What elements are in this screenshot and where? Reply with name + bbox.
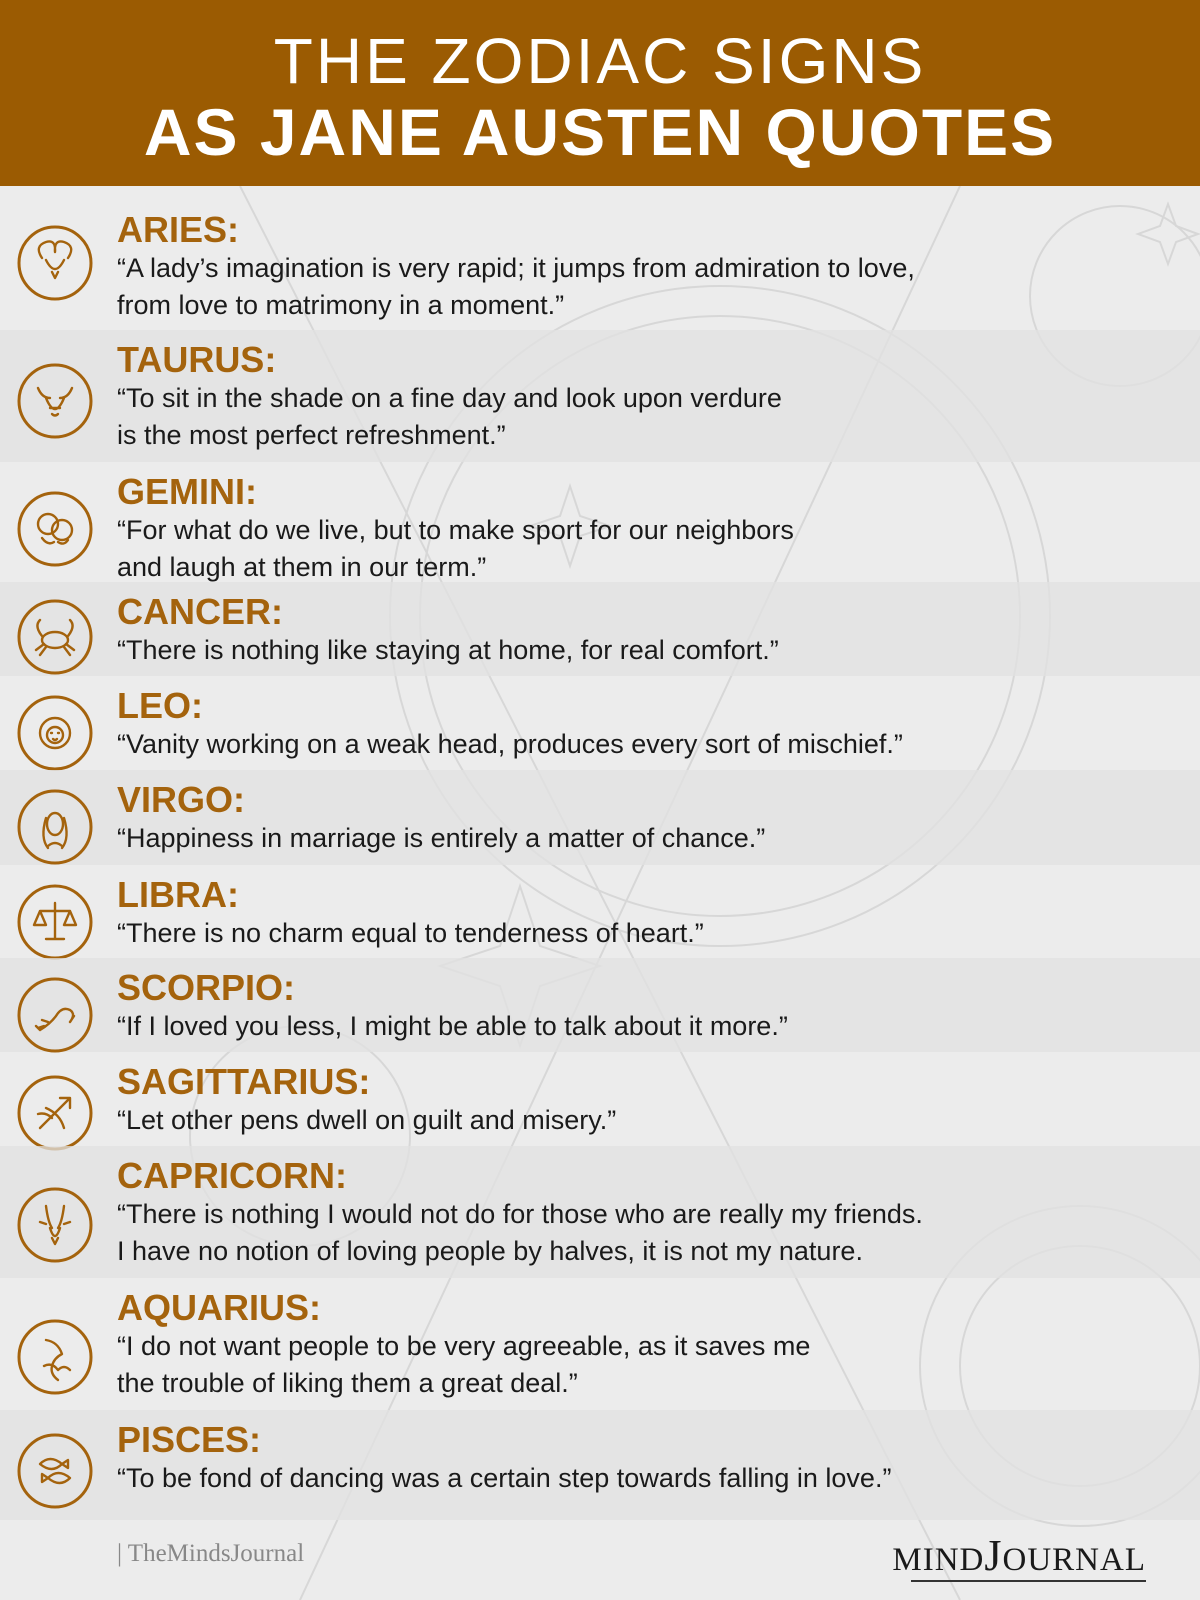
header-banner [0, 0, 1200, 186]
zodiac-row-capricorn [0, 1146, 1200, 1278]
sign-name: CAPRICORN: [117, 1155, 347, 1196]
sign-name: SAGITTARIUS: [117, 1061, 371, 1102]
scorpion-icon [16, 976, 94, 1054]
fish-icon [16, 1432, 94, 1510]
logo-text-mind: MIND [892, 1542, 985, 1578]
sign-name: VIRGO: [117, 779, 246, 820]
scales-icon [16, 883, 94, 961]
title-line-1: THE ZODIAC SIGNS [273, 25, 927, 97]
sign-quote: “Let other pens dwell on guilt and misery.” [117, 1105, 617, 1135]
footer-logo [892, 1530, 1146, 1581]
sign-name: TAURUS: [117, 339, 277, 380]
ram-icon [16, 224, 94, 302]
lion-icon [16, 694, 94, 772]
zodiac-row-libra [0, 865, 1200, 958]
sign-quote: “Vanity working on a weak head, produces every sort of mischief.” [117, 729, 903, 759]
twins-icon [16, 490, 94, 568]
zodiac-row-pisces [0, 1410, 1200, 1520]
footer-logo-underline [911, 1580, 1146, 1582]
sign-name: ARIES: [117, 209, 240, 250]
footer-website-credit: | TheMindsJournal [117, 1540, 305, 1567]
zodiac-row-gemini [0, 462, 1200, 582]
zodiac-row-scorpio [0, 958, 1200, 1052]
sign-name: LEO: [117, 685, 203, 726]
sign-quote: “Happiness in marriage is entirely a matter of chance.” [117, 823, 766, 853]
sign-quote: “If I loved you less, I might be able to talk about it more.” [117, 1011, 788, 1041]
sign-quote: “To be fond of dancing was a certain step towards falling in love.” [117, 1463, 892, 1493]
zodiac-row-virgo [0, 770, 1200, 865]
zodiac-row-sagittarius [0, 1052, 1200, 1146]
zodiac-row-aries [0, 200, 1200, 330]
sign-quote: “There is nothing I would not do for those who are really my friends. I have no notion of loving people by halves, it is not my nature. [117, 1199, 923, 1266]
sign-name: AQUARIUS: [117, 1287, 321, 1328]
sign-quote: “To sit in the shade on a fine day and look upon verdure is the most perfect refreshment.” [117, 383, 782, 450]
sign-name: CANCER: [117, 591, 283, 632]
zodiac-row-aquarius [0, 1278, 1200, 1410]
sign-name: GEMINI: [117, 471, 257, 512]
logo-text-j: J [984, 1531, 1003, 1580]
maiden-icon [16, 788, 94, 866]
sign-quote: “A lady’s imagination is very rapid; it jumps from admiration to love, from love to matrimony in a moment.” [117, 253, 915, 320]
sign-name: PISCES: [117, 1419, 262, 1460]
zodiac-row-cancer [0, 582, 1200, 676]
goat-icon [16, 1186, 94, 1264]
title-line-2: AS JANE AUSTEN QUOTES [143, 95, 1057, 169]
water-bearer-icon [16, 1318, 94, 1396]
crab-icon [16, 598, 94, 676]
sign-name: SCORPIO: [117, 967, 296, 1008]
zodiac-row-taurus [0, 330, 1200, 462]
archer-icon [16, 1074, 94, 1152]
bull-icon [16, 362, 94, 440]
sign-quote: “For what do we live, but to make sport for our neighbors and laugh at them in our term.” [117, 515, 794, 582]
sign-name: LIBRA: [117, 874, 239, 915]
zodiac-row-leo [0, 676, 1200, 770]
sign-quote: “There is no charm equal to tenderness of heart.” [117, 918, 704, 948]
logo-text-ournal: OURNAL [1002, 1542, 1146, 1578]
sign-quote: “There is nothing like staying at home, for real comfort.” [117, 635, 779, 665]
sign-quote: “I do not want people to be very agreeable, as it saves me the trouble of liking them a great deal.” [117, 1331, 811, 1398]
